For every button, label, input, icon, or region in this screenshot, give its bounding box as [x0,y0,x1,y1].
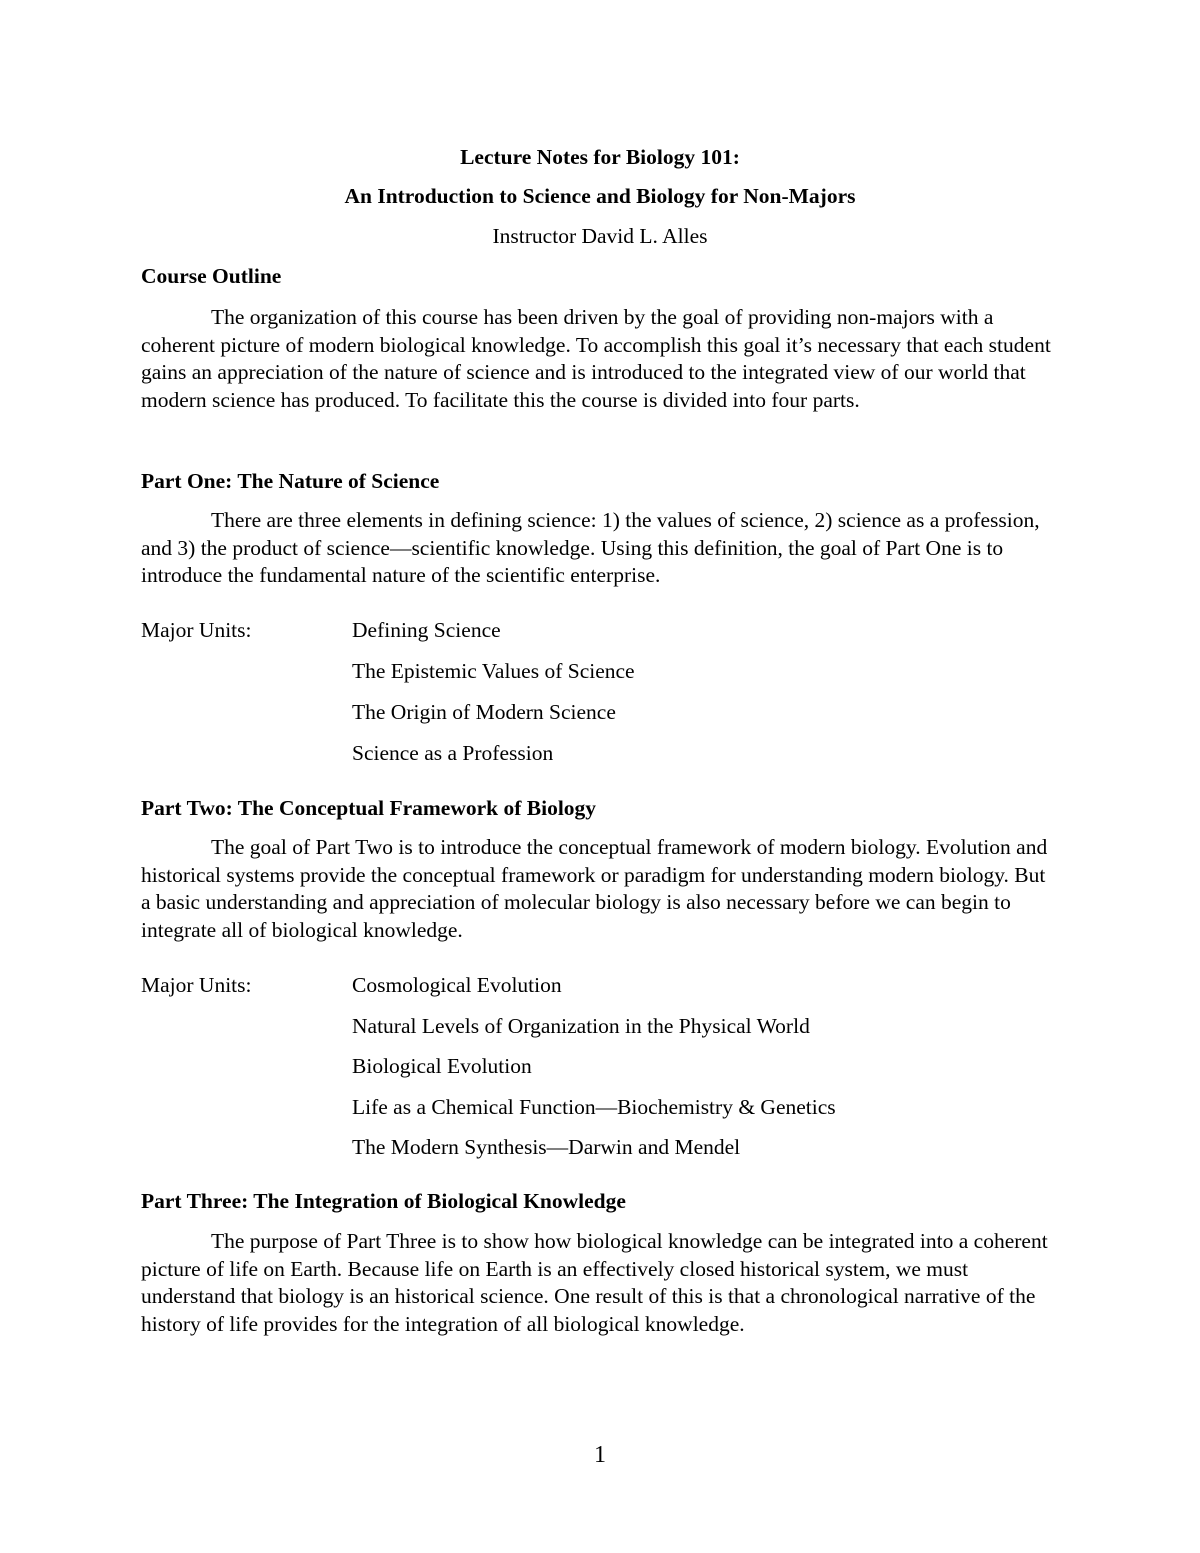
unit-item: Biological Evolution [352,1054,532,1078]
part-two-heading: Part Two: The Conceptual Framework of Biology [141,796,597,820]
part-three-heading: Part Three: The Integration of Biological Knowledge [141,1189,626,1213]
part-one-paragraph: There are three elements in defining science: 1) the values of science, 2) science as a profession, and 3) the product of science—scientific knowledge. Using this definition, the goal of Part One is to introduce the fundamental nature of the scientific enterprise. [141,508,1040,587]
part-two-paragraph: The goal of Part Two is to introduce the conceptual framework of modern biology. Evolution and historical systems provide the conceptual framework or paradigm for understanding modern biology. But a basic understanding and appreciation of molecular biology is also necessary before we can begin to integrate all of biological knowledge. [141,835,1048,942]
course-outline-paragraph: The organization of this course has been driven by the goal of providing non-majors with a coherent picture of modern biological knowledge. To accomplish this goal it’s necessary that each student gains an appreciation of the nature of science and is introduced to the integrated view of our world that modern science has produced. To facilitate this the course is divided into four parts. [141,305,1051,412]
part-one-units-list [352,616,635,780]
unit-item: Science as a Profession [352,741,554,765]
unit-item: Defining Science [352,618,501,642]
page-number: 1 [594,1442,606,1468]
unit-item: The Origin of Modern Science [352,700,616,724]
unit-item: Natural Levels of Organization in the Physical World [352,1013,810,1038]
part-two-units-list [352,971,836,1174]
part-three-paragraph: The purpose of Part Three is to show how biological knowledge can be integrated into a coherent picture of life on Earth. Because life on Earth is an effectively closed historical system, we must understand that biology is an historical science. One result of this is that a chronological narrative of the history of life provides for the integration of all biological knowledge. [141,1229,1048,1336]
instructor-line: Instructor David L. Alles [492,224,708,248]
part-one-units-label: Major Units: [141,618,252,642]
document-title: Lecture Notes for Biology 101: [460,145,740,169]
part-two-units-label: Major Units: [141,973,252,997]
course-outline-heading: Course Outline [141,264,282,288]
unit-item: The Epistemic Values of Science [352,659,635,683]
part-one-heading: Part One: The Nature of Science [141,469,440,493]
unit-item: The Modern Synthesis—Darwin and Mendel [352,1135,741,1159]
unit-item: Life as a Chemical Function—Biochemistry & Genetics [352,1094,836,1119]
unit-item: Cosmological Evolution [352,973,562,997]
document-subtitle: An Introduction to Science and Biology for Non-Majors [344,184,856,208]
